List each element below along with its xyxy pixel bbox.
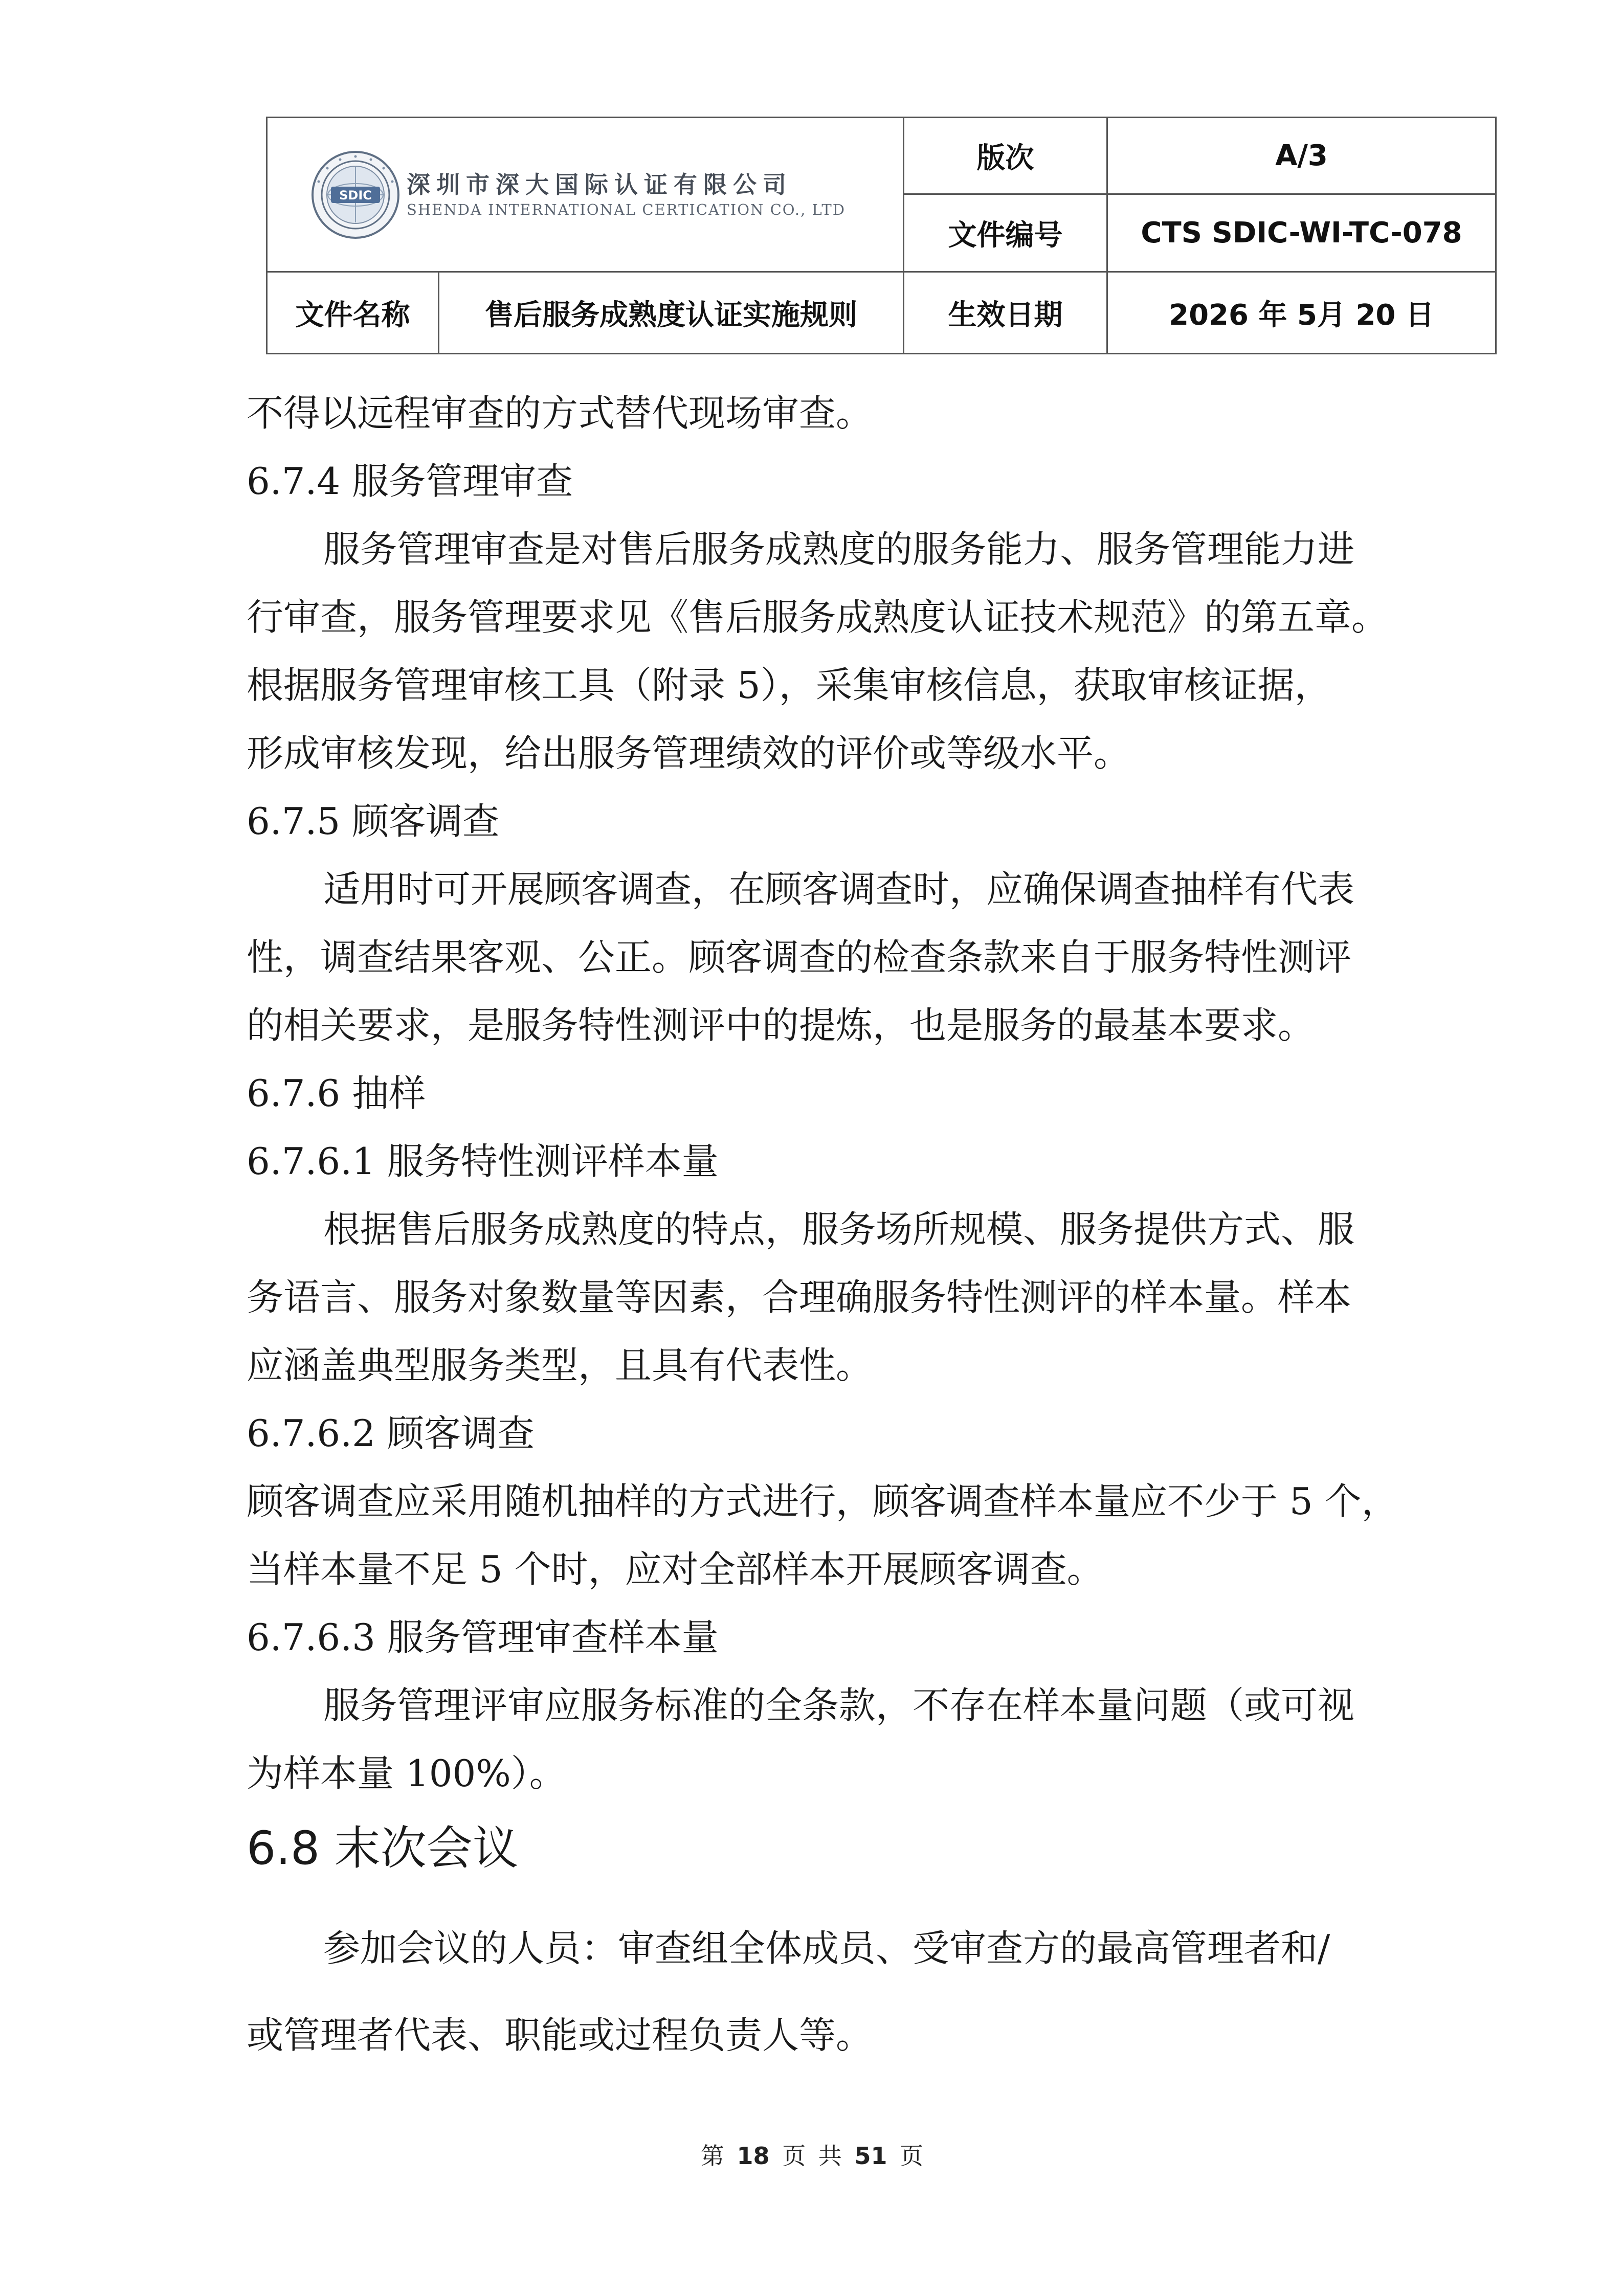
effective-date-label: 生效日期 (904, 272, 1107, 354)
paragraph-line: 应涵盖典型服务类型，且具有代表性。 (247, 1344, 873, 1387)
subsection-heading-6-7-6: 6.7.6 抽样 (247, 1072, 426, 1115)
paragraph-line: 务语言、服务对象数量等因素，合理确服务特性测评的样本量。样本 (247, 1276, 1352, 1319)
company-name-cn: 深圳市深大国际认证有限公司 (407, 170, 792, 198)
paragraph-line: 服务管理审查是对售后服务成熟度的服务能力、服务管理能力进 (323, 528, 1355, 571)
subsection-heading-6-7-6-1: 6.7.6.1 服务特性测评样本量 (247, 1140, 719, 1183)
document-header-table (266, 117, 1497, 354)
subsection-heading-6-7-6-3: 6.7.6.3 服务管理审查样本量 (247, 1616, 719, 1659)
svg-text:SDIC: SDIC (339, 188, 372, 202)
doc-number-label: 文件编号 (904, 194, 1107, 272)
page-footer (0, 2137, 1624, 2171)
paragraph-line: 根据售后服务成熟度的特点，服务场所规模、服务提供方式、服 (323, 1208, 1355, 1251)
total-page-count: 51 (854, 2142, 887, 2170)
company-logo-cell (267, 118, 904, 272)
paragraph-line: 性，调查结果客观、公正。顾客调查的检查条款来自于服务特性测评 (247, 936, 1352, 979)
company-seal-logo (310, 150, 401, 240)
document-body (247, 379, 1474, 2079)
subsection-heading-6-7-6-2: 6.7.6.2 顾客调查 (247, 1412, 535, 1455)
doc-number-value: CTS SDIC-WI-TC-078 (1107, 194, 1496, 272)
paragraph-line: 不得以远程审查的方式替代现场审查。 (247, 392, 873, 435)
footer-middle: 页 共 (782, 2142, 842, 2170)
paragraph-line: 当样本量不足 5 个时，应对全部样本开展顾客调查。 (247, 1548, 1104, 1591)
edition-label: 版次 (904, 118, 1107, 194)
paragraph-line: 为样本量 100%）。 (247, 1752, 566, 1795)
paragraph-line: 的相关要求，是服务特性测评中的提炼，也是服务的最基本要求。 (247, 1004, 1315, 1047)
paragraph-line: 服务管理评审应服务标准的全条款，不存在样本量问题（或可视 (323, 1684, 1355, 1727)
paragraph-line: 行审查，服务管理要求见《售后服务成熟度认证技术规范》的第五章。 (247, 596, 1389, 639)
effective-date-value: 2026 年 5月 20 日 (1107, 272, 1496, 354)
paragraph-line: 根据服务管理审核工具（附录 5），采集审核信息，获取审核证据， (247, 664, 1331, 707)
company-name-en: SHENDA INTERNATIONAL CERTICATION CO., LTD (407, 200, 846, 218)
doc-name-label: 文件名称 (267, 272, 439, 354)
edition-value: A/3 (1107, 118, 1496, 194)
paragraph-line: 或管理者代表、职能或过程负责人等。 (247, 2014, 873, 2057)
paragraph-line: 顾客调查应采用随机抽样的方式进行，顾客调查样本量应不少于 5 个， (247, 1480, 1398, 1523)
paragraph-line: 适用时可开展顾客调查，在顾客调查时，应确保调查抽样有代表 (323, 868, 1355, 911)
paragraph-line: 参加会议的人员：审查组全体成员、受审查方的最高管理者和/ (323, 1927, 1330, 1970)
paragraph-line: 形成审核发现，给出服务管理绩效的评价或等级水平。 (247, 732, 1131, 775)
current-page-number: 18 (737, 2142, 770, 2170)
subsection-heading-6-7-4: 6.7.4 服务管理审查 (247, 460, 573, 503)
subsection-heading-6-7-5: 6.7.5 顾客调查 (247, 800, 500, 843)
section-heading-6-8: 6.8 末次会议 (247, 1821, 519, 1875)
footer-prefix: 第 (700, 2142, 724, 2170)
footer-suffix: 页 (900, 2142, 924, 2170)
doc-name-value: 售后服务成熟度认证实施规则 (439, 272, 904, 354)
